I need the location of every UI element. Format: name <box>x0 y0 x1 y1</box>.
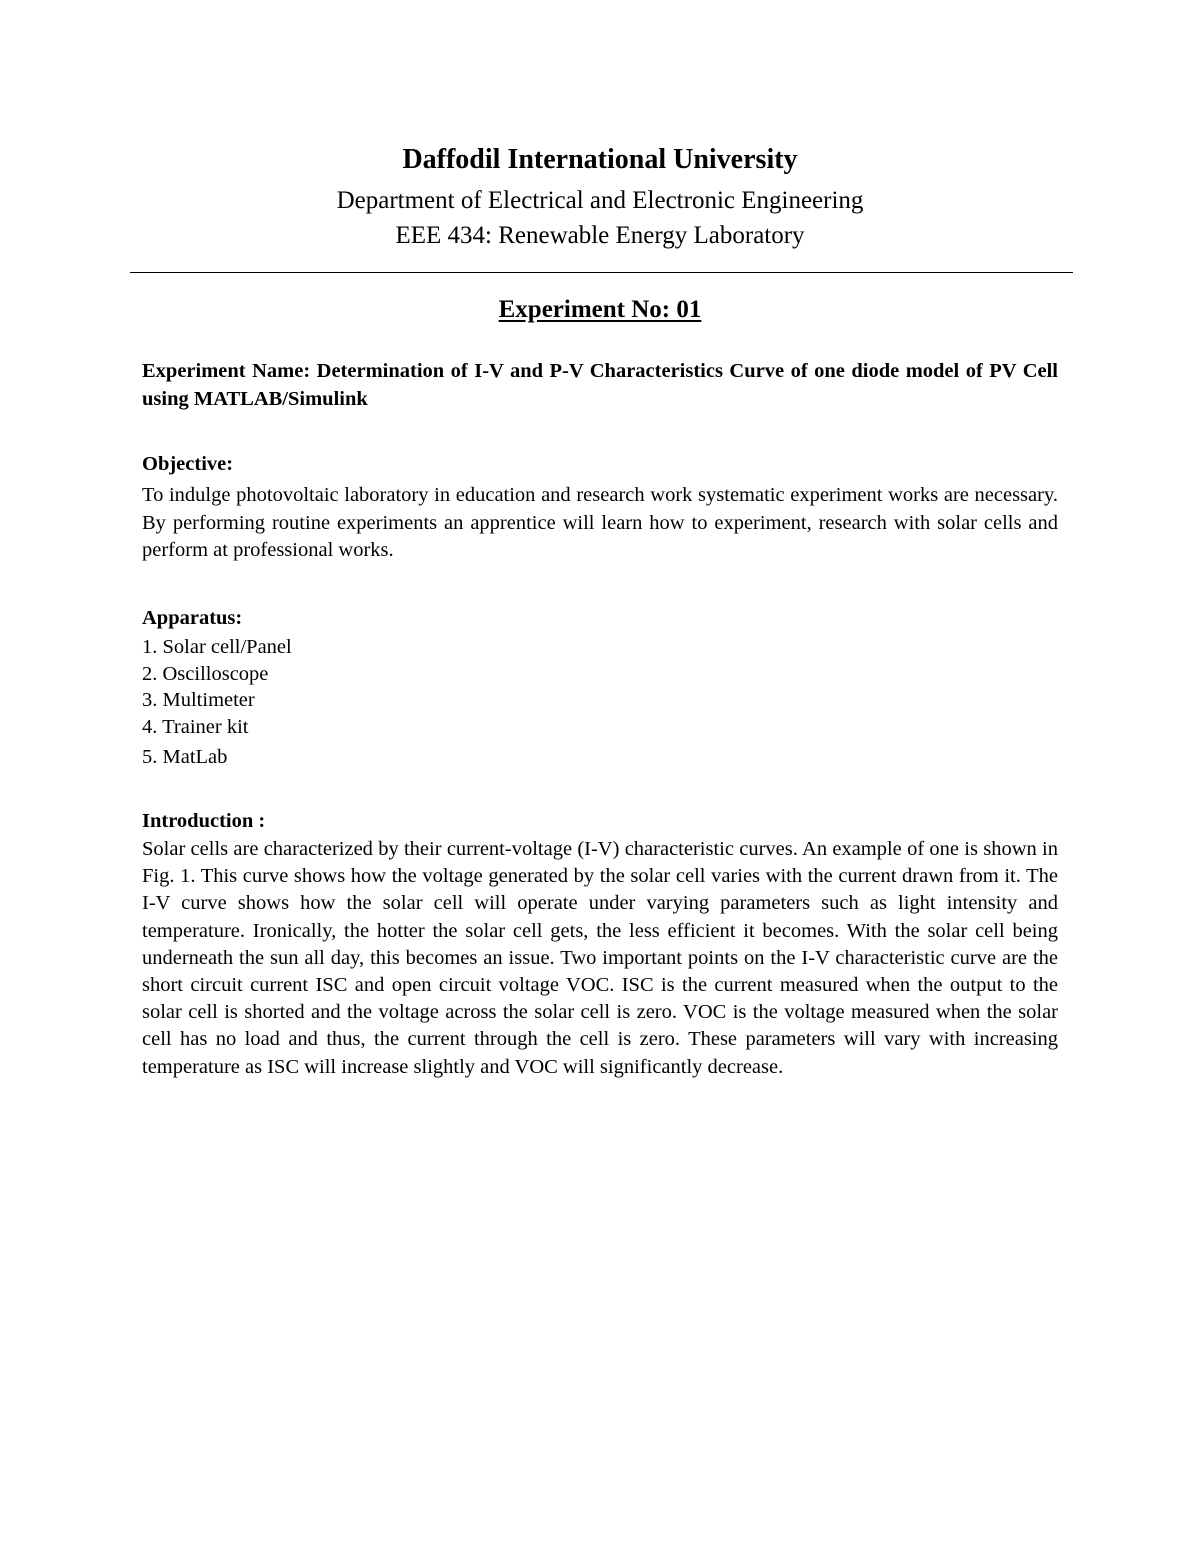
university-title: Daffodil International University <box>402 144 798 175</box>
list-item: 3. Multimeter <box>142 689 255 711</box>
list-item: 5. MatLab <box>142 746 228 768</box>
list-item: 2. Oscilloscope <box>142 662 269 685</box>
apparatus-heading: Apparatus: <box>142 607 243 629</box>
header-divider <box>130 272 1073 273</box>
list-item: 1. Solar cell/Panel <box>142 636 292 658</box>
experiment-name: Experiment Name: Determination of I-V and P-V Characteristics Curve of one diode model of PV Cell using MATLAB/Simulink <box>142 360 1058 410</box>
course-title: EEE 434: Renewable Energy Laboratory <box>395 222 805 249</box>
experiment-number <box>0 294 1200 326</box>
department-name: Department of Electrical and Electronic Engineering <box>336 187 864 214</box>
experiment-number-label: Experiment No: 01 <box>498 296 702 323</box>
list-item: 4. Trainer kit <box>142 715 249 738</box>
introduction-text: Solar cells are characterized by their current-voltage (I-V) characteristic curves. An example of one is shown in Fig. 1. This curve shows how the voltage generated by the solar cell varies with the current drawn from it. The I-V curve shows how the solar cell will operate under varying parameters such as light intensity and temperature. Ironically, the hotter the solar cell gets, the less efficient it becomes. With the solar cell being underneath the sun all day, this becomes an issue. Two important points on the I-V characteristic curve are the short circuit current ISC and open circuit voltage VOC. ISC is the current measured when the output to the solar cell is shorted and the voltage across the solar cell is zero. VOC is the voltage measured when the solar cell has no load and thus, the current through the cell is zero. These parameters will vary with increasing temperature as ISC will increase slightly and VOC will significantly decrease. <box>142 838 1058 1078</box>
introduction-heading: Introduction : <box>142 810 266 832</box>
apparatus-list <box>142 634 1058 771</box>
objective-heading: Objective: <box>142 453 234 475</box>
objective-text: To indulge photovoltaic laboratory in education and research work systematic experiment works are necessary. By performing routine experiments an apprentice will learn how to experiment, research with solar cells and perform at professional works. <box>142 484 1058 561</box>
